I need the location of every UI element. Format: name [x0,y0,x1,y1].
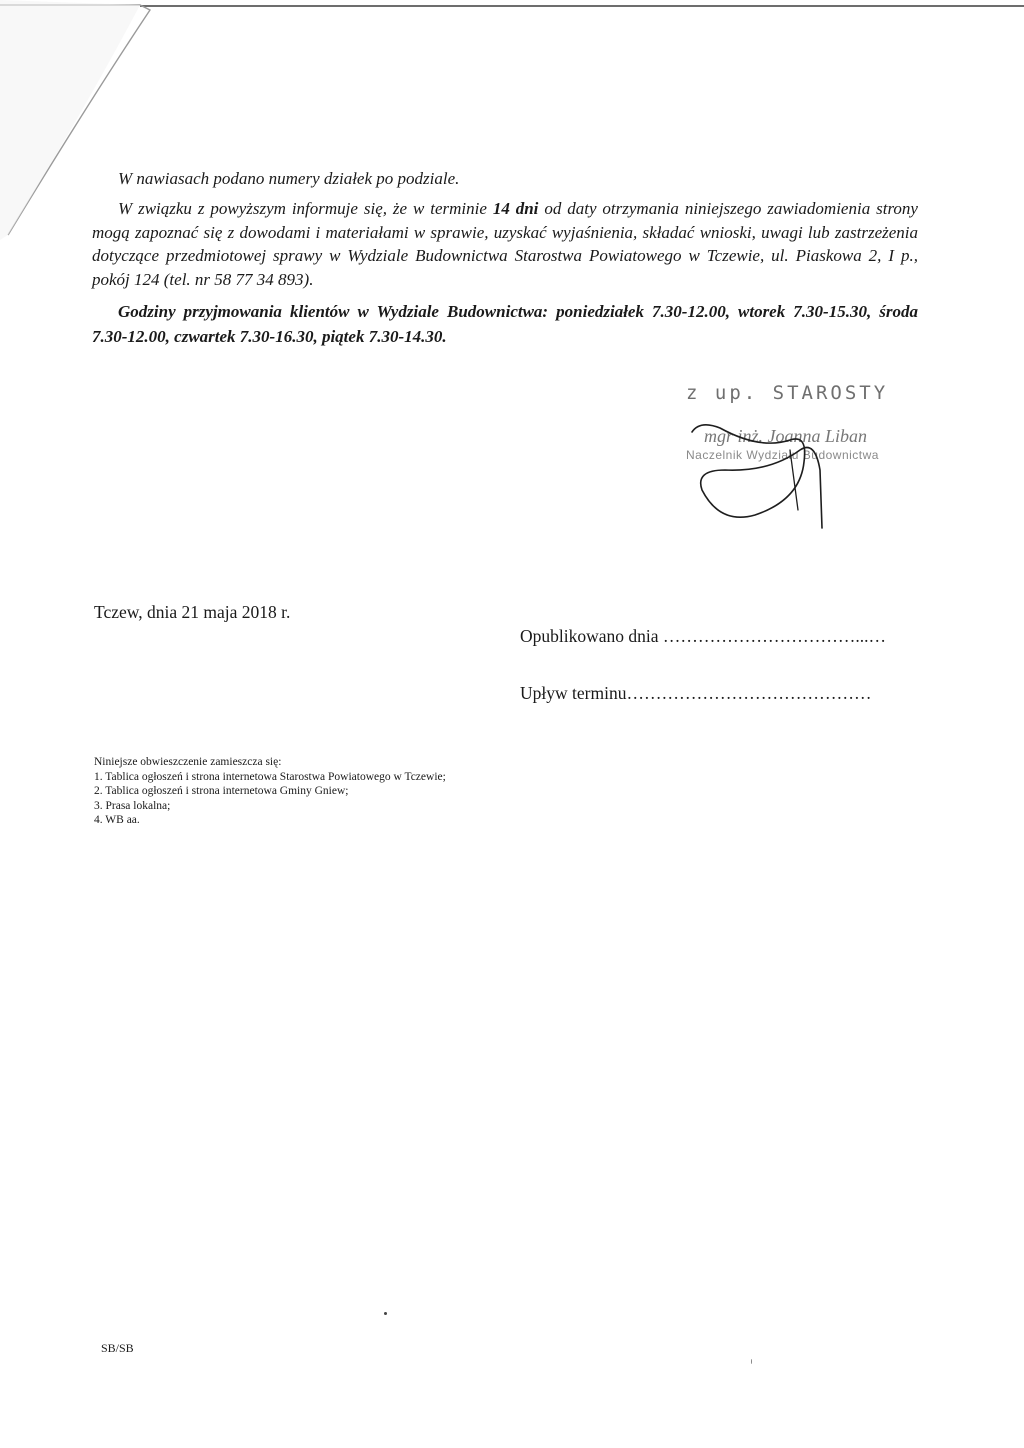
notice-text-part2: od daty otrzymania niniejszego zawiadomienia strony mogą zapoznać się z dowodami i materiałami w sprawie, uzyskać wyjaśnienia, składać wnioski, uwagi lub zastrzeżenia dotyczące przedmiotowej sprawy w Wydziale Budownictwa Starostwa Powiatowego w Tczewie, ul. Piaskowa 2, I p., pokój 124 (tel. nr 58 77 34 893). [92,199,918,289]
handwritten-signature [680,410,860,545]
deadline-line: Upływ terminu…………………………………… [520,683,872,703]
scan-speck [384,1312,387,1315]
distribution-list [94,755,446,828]
author-initials: SB/SB [101,1341,134,1355]
parcel-note: W nawiasach podano numery działek po podziale. [118,169,460,188]
distribution-item: 4. WB aa. [94,814,140,826]
published-date-line: Opublikowano dnia ……………………………...… [520,626,887,646]
stamp-official-name: mgr inż. Joanna Liban [704,426,868,446]
scan-speck [751,1359,752,1364]
distribution-item: 3. Prasa lokalna; [94,799,171,812]
notice-days: 14 dni [492,199,539,218]
distribution-item: 2. Tablica ogłoszeń i strona internetowa Gminy Gniew; [94,785,349,797]
stamp-official-role: Naczelnik Wydziału Budownictwa [686,448,879,462]
stamp-header: z up. STAROSTY [686,382,889,404]
distribution-intro: Niniejsze obwieszczenie zamieszcza się: [94,756,282,768]
place-and-date: Tczew, dnia 21 maja 2018 r. [94,602,291,622]
notice-text-part1: W związku z powyższym informuje się, że w terminie [118,199,493,218]
scan-top-edge [140,5,1024,7]
office-hours-paragraph: Godziny przyjmowania klientów w Wydziale Budownictwa: poniedziałek 7.30-12.00, wtorek 7.30-15.30, środa 7.30-12.00, czwartek 7.30-16.30, piątek 7.30-14.30. [92,302,918,346]
notice-paragraph [92,197,918,291]
distribution-item: 1. Tablica ogłoszeń i strona internetowa Starostwa Powiatowego w Tczewie; [94,770,446,783]
